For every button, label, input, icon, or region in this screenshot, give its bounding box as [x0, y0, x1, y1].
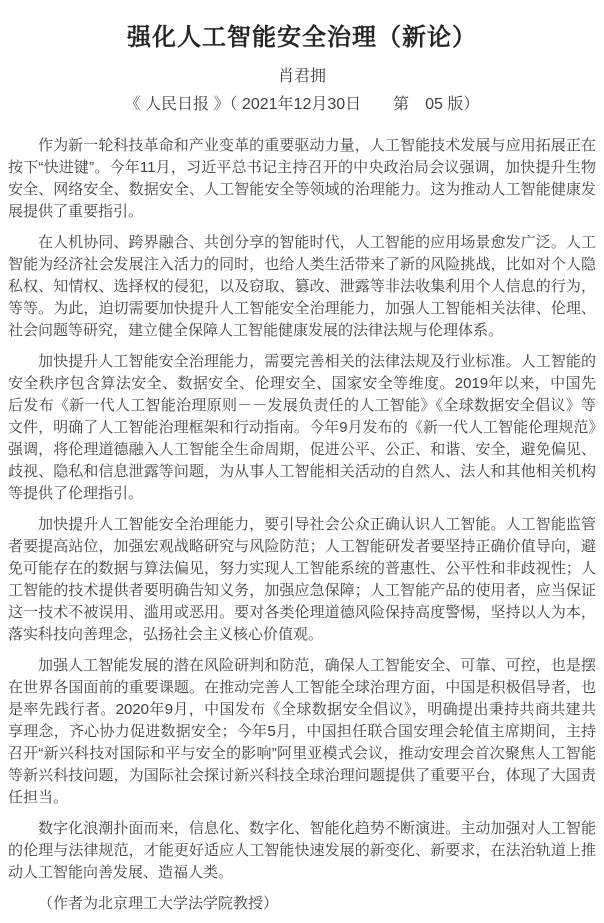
article-paragraph: 加快提升人工智能安全治理能力，需要完善相关的法律法规及行业标准。人工智能的安全秩序包含算法安全、数据安全、伦理安全、国家安全等维度。2019年以来，中国先后发布《新一代人工智能治理原则－－发展负责任的人工智能》《全球数据安全倡议》等文件，明确了人工智能治理框架和行动指南。今年9月发布的《新一代人工智能伦理规范》强调，将伦理道德融入人工智能全生命周期，促进公平、公正、和谐、安全，避免偏见、歧视、隐私和信息泄露等问题，为从事人工智能相关活动的自然人、法人和其他相关机构等提供了伦理指引。	[8, 352, 596, 502]
article-paragraph: 加快提升人工智能安全治理能力，要引导社会公众正确认识人工智能。人工智能监管者要提高站位，加强宏观战略研究与风险防范；人工智能研发者要坚持正确价值导向，避免可能存在的数据与算法偏见，努力实现人工智能系统的普惠性、公平性和非歧视性；人工智能的技术提供者要明确告知义务，加强应急保障；人工智能产品的使用者，应当保证这一技术不被误用、滥用或恶用。要对各类伦理道德风险保持高度警惕，坚持以人为本，落实科技向善理念，弘扬社会主义核心价值观。	[8, 515, 596, 643]
article-author-note: （作者为北京理工大学法学院教授）	[38, 894, 279, 912]
article-paragraph: 作为新一轮科技革命和产业变革的重要驱动力量，人工智能技术发展与应用拓展正在按下“快进键”。今年11月，习近平总书记主持召开的中央政治局会议强调，加快提升生物安全、网络安全、数据安全、人工智能安全等领域的治理能力。这为推动人工智能健康发展提供了重要指引。	[8, 136, 596, 220]
article-source: 《 人民日报 》（ 2021年12月30日 第 05 版）	[124, 96, 480, 114]
article-paragraph: 在人机协同、跨界融合、共创分享的智能时代，人工智能的应用场景愈发广泛。人工智能为经济社会发展注入活力的同时，也给人类生活带来了新的风险挑战，比如对个人隐私权、知情权、选择权的侵犯，以及窃取、篡改、泄露等非法收集利用个人信息的行为，等等。为此，迫切需要加快提升人工智能安全治理能力，加强人工智能相关法律、伦理、社会问题等研究，建立健全保障人工智能健康发展的法律法规与伦理体系。	[8, 233, 596, 339]
article-paragraph: 数字化浪潮扑面而来，信息化、数字化、智能化趋势不断演进。主动加强对人工智能的伦理与法律规范，才能更好适应人工智能快速发展的新变化、新要求，在法治轨道上推动人工智能向善发展、造福人类。	[8, 819, 596, 881]
article-author: 肖君拥	[277, 68, 326, 86]
article-title: 强化人工智能安全治理（新论）	[127, 24, 477, 51]
article-paragraph: 加强人工智能发展的潜在风险研判和防范，确保人工智能安全、可靠、可控，也是摆在世界各国面前的重要课题。在推动完善人工智能全球治理方面，中国是积极倡导者，也是率先践行者。2020年9月，中国发布《全球数据安全倡议》，明确提出秉持共商共建共享理念，齐心协力促进数据安全；今年5月，中国担任联合国安理会轮值主席期间，主持召开“新兴科技对国际和平与安全的影响”阿里亚模式会议，推动安理会首次聚焦人工智能等新兴科技问题，为国际社会探讨新兴科技全球治理问题提供了重要平台，体现了大国责任担当。	[8, 656, 596, 806]
